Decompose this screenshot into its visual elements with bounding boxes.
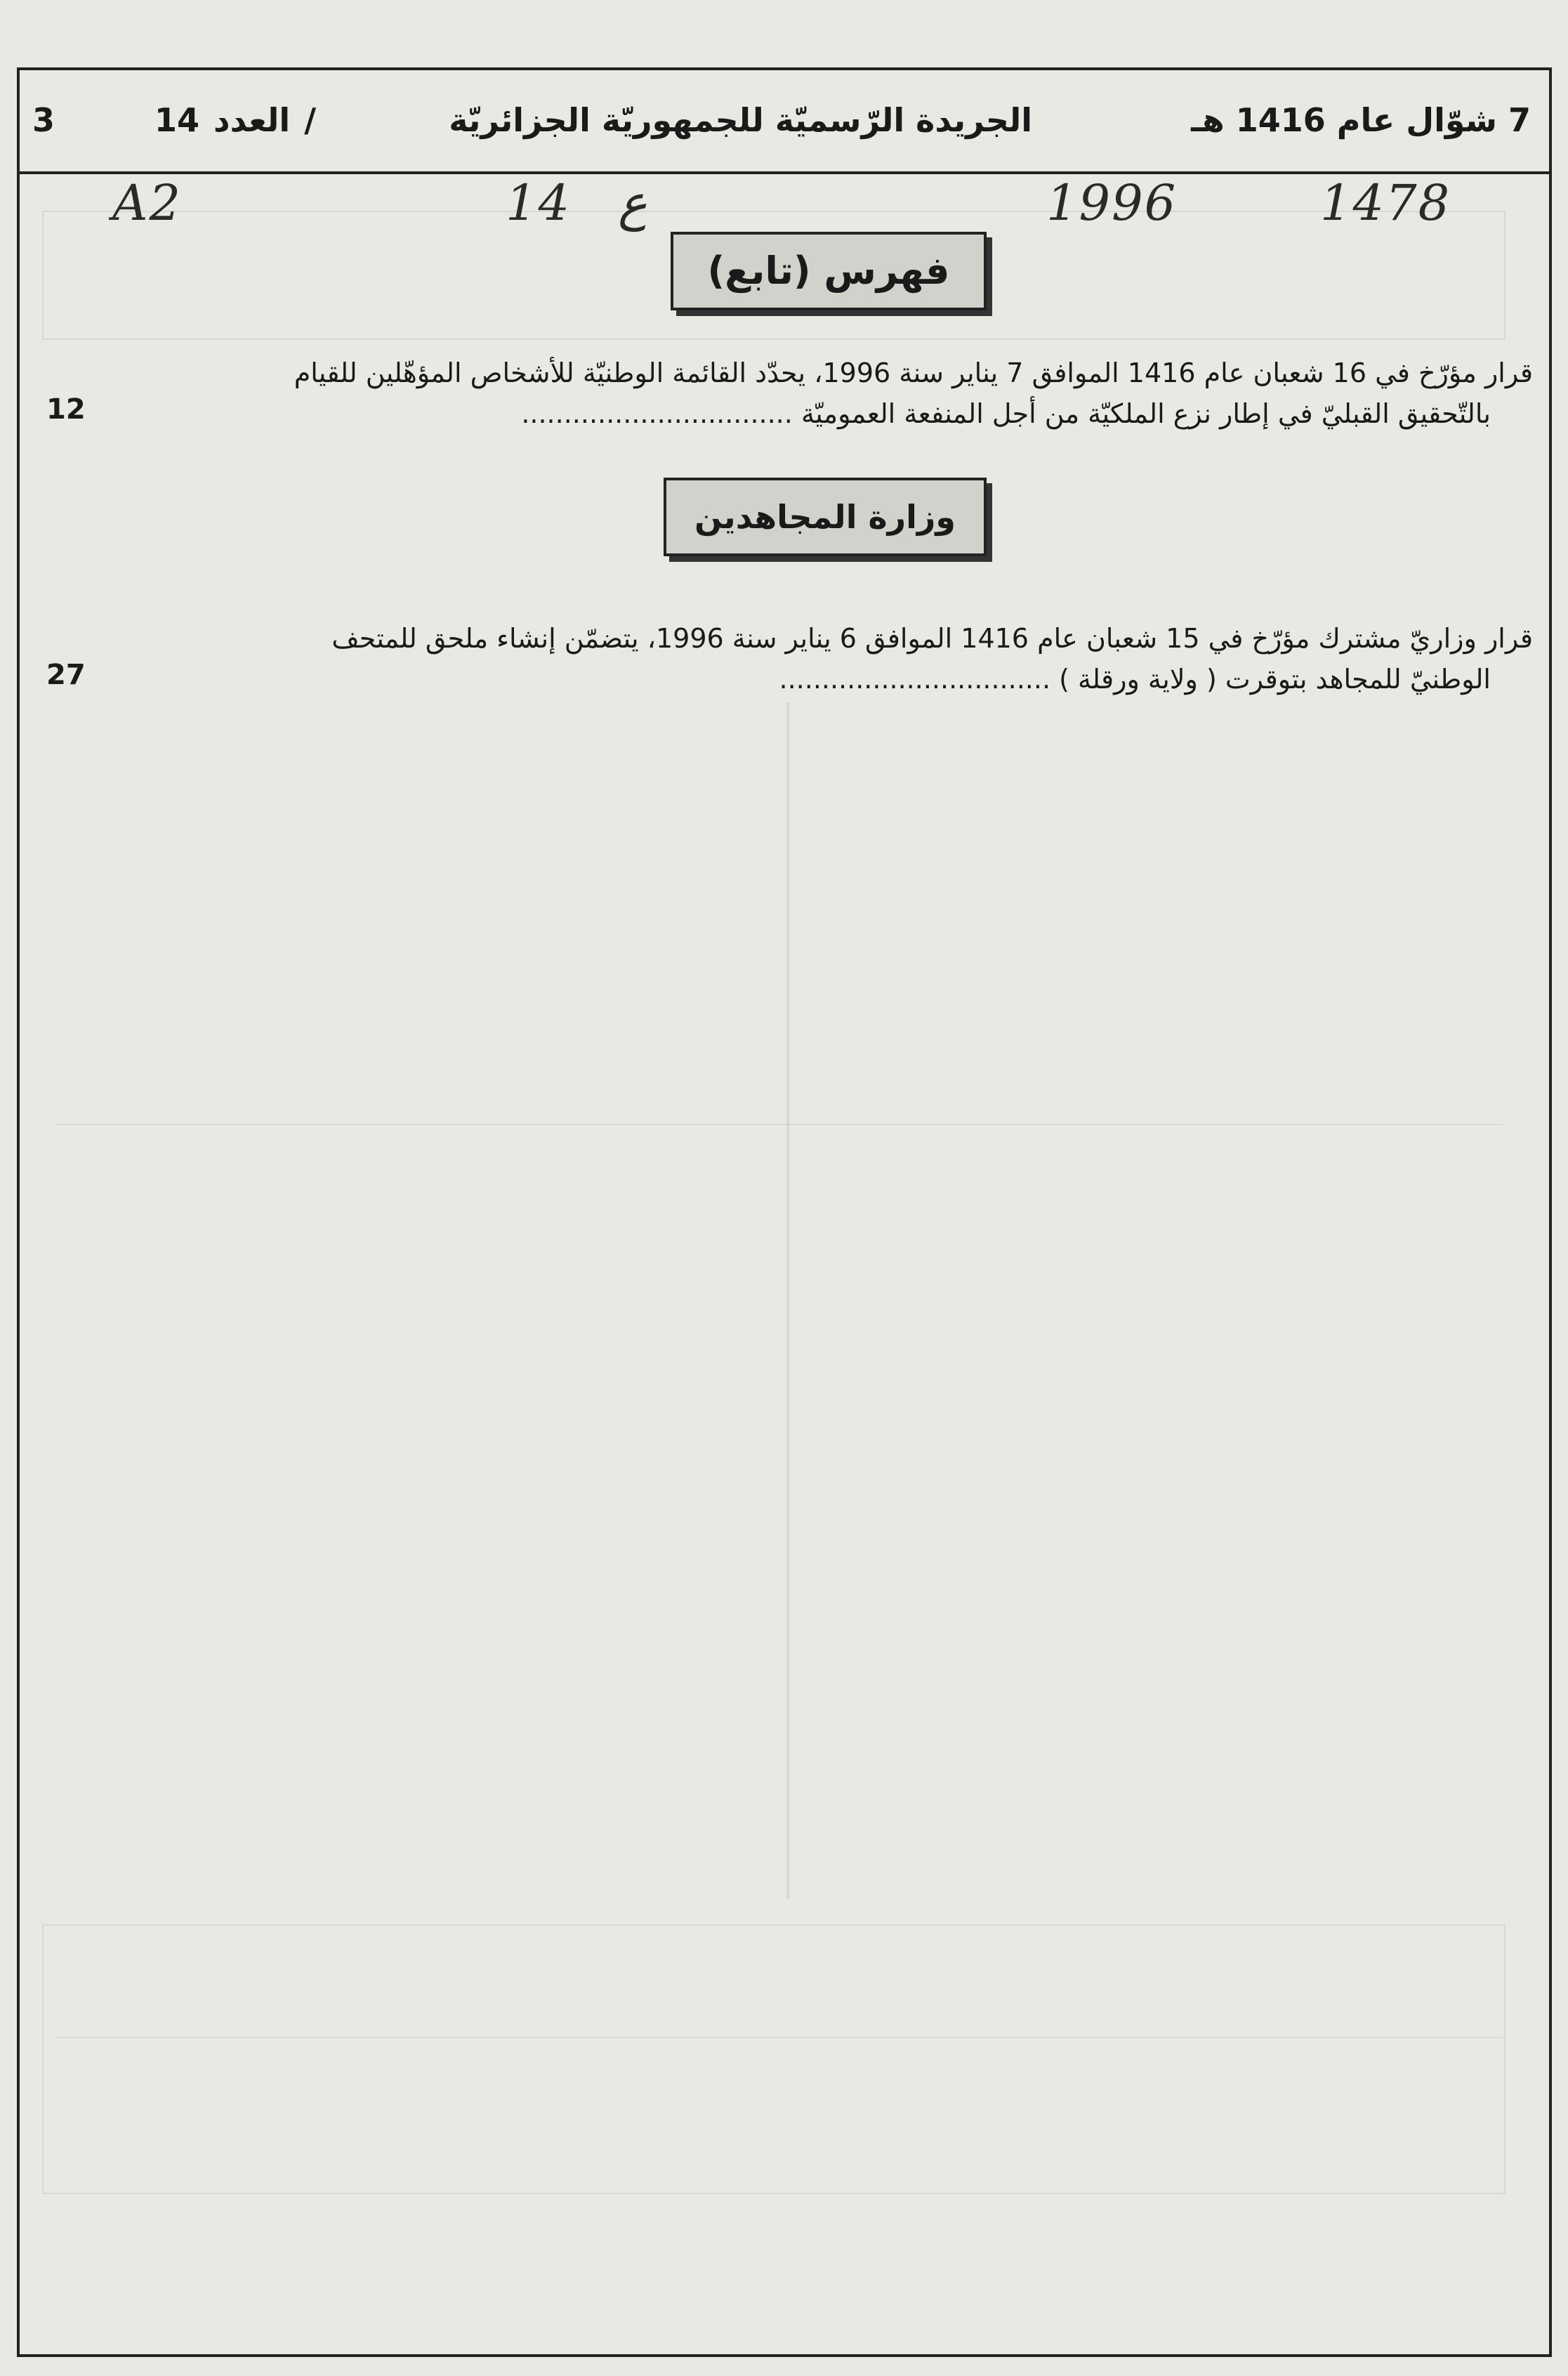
- handwritten-letter: ع: [618, 174, 647, 232]
- page-number: 3: [32, 101, 55, 139]
- entry-text: بالتّحقيق القبليّ في إطار نزع الملكيّة من أجل المنفعة العموميّة: [801, 398, 1491, 429]
- entry-page-number: 27: [46, 659, 86, 691]
- page-header: [17, 67, 1552, 174]
- section-title-ministry: وزارة المجاهدين: [664, 478, 987, 556]
- entry-page-number: 12: [46, 393, 86, 426]
- section-title-index-continued: فهرس (تابع): [671, 232, 987, 310]
- handwritten-note-left: A2: [112, 174, 183, 232]
- entry-text-line2: [157, 393, 1533, 434]
- issue-number: 14: [154, 101, 199, 139]
- leader-dots: ................................: [521, 398, 793, 429]
- index-entry: [157, 618, 1533, 700]
- handwritten-number: 1478: [1320, 174, 1451, 232]
- header-issue: [147, 101, 323, 139]
- index-entry: [157, 353, 1533, 434]
- issue-label: العدد: [213, 101, 291, 139]
- entry-text: الوطنيّ للمجاهد بتوقرت ( ولاية ورقلة ): [1059, 664, 1491, 695]
- header-date: 7 شوّال عام 1416 هـ: [1191, 101, 1531, 139]
- handwritten-issue: 14: [506, 174, 572, 232]
- header-title: الجريدة الرّسميّة للجمهوريّة الجزائريّة: [449, 101, 1032, 139]
- handwritten-year: 1996: [1046, 174, 1178, 232]
- header-separator: /: [304, 101, 316, 139]
- leader-dots: ................................: [779, 664, 1051, 695]
- entry-text-line1: قرار مؤرّخ في 16 شعبان عام 1416 الموافق 7 يناير سنة 1996، يحدّد القائمة الوطنيّة للأشخاص المؤهّلين للقيام: [294, 357, 1533, 388]
- entry-text-line2: [157, 659, 1533, 700]
- entry-text-line1: قرار وزاريّ مشترك مؤرّخ في 15 شعبان عام 1416 الموافق 6 يناير سنة 1996، يتضمّن إنشاء ملحق للمتحف: [331, 623, 1533, 654]
